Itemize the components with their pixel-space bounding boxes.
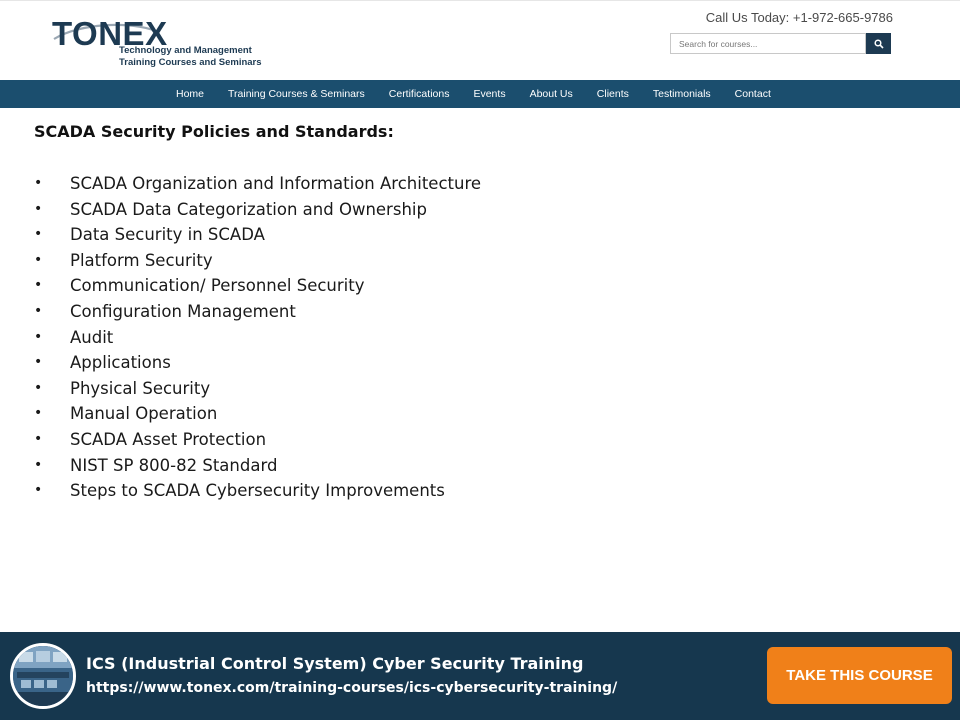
logo-wordmark: TONEX <box>52 15 168 52</box>
list-item-text: Platform Security <box>70 250 213 270</box>
bullet-icon: • <box>34 277 43 294</box>
site-header <box>0 0 960 80</box>
logo-tagline-2: Training Courses and Seminars <box>119 57 262 68</box>
course-thumbnail <box>10 643 76 709</box>
list-item <box>34 427 914 453</box>
list-item-text: Communication/ Personnel Security <box>70 276 365 296</box>
logo-tagline-1: Technology and Management <box>119 45 252 56</box>
control-room-image-icon <box>13 646 73 706</box>
list-item <box>34 376 914 402</box>
bullet-icon: • <box>34 482 43 499</box>
list-item <box>34 350 914 376</box>
bullet-icon: • <box>34 456 43 473</box>
tonex-logo[interactable] <box>52 15 262 71</box>
search-button[interactable] <box>866 33 891 54</box>
list-item <box>34 299 914 325</box>
list-item-text: Physical Security <box>70 378 211 398</box>
nav-item-contact[interactable]: Contact <box>734 88 771 100</box>
list-item <box>34 401 914 427</box>
list-item-text: Manual Operation <box>70 404 218 424</box>
list-item <box>34 478 914 504</box>
nav-item-training-courses[interactable]: Training Courses & Seminars <box>228 88 365 100</box>
list-item <box>34 222 914 248</box>
list-item-text: Data Security in SCADA <box>70 225 265 245</box>
list-item <box>34 453 914 479</box>
list-item-text: Steps to SCADA Cybersecurity Improvements <box>70 481 445 501</box>
list-item-text: Audit <box>70 327 114 347</box>
nav-item-certifications[interactable]: Certifications <box>388 88 450 100</box>
bullet-icon: • <box>34 302 43 319</box>
nav-item-events[interactable]: Events <box>473 88 506 100</box>
nav-items <box>164 80 783 108</box>
list-item <box>34 273 914 299</box>
nav-item-about-us[interactable]: About Us <box>529 88 573 100</box>
banner-course-url[interactable]: https://www.tonex.com/training-courses/ics-cybersecurity-training/ <box>86 680 618 696</box>
list-item <box>34 325 914 351</box>
list-item-text: SCADA Organization and Information Architecture <box>70 174 482 193</box>
bullet-icon: • <box>34 379 43 396</box>
bullet-icon: • <box>34 328 43 345</box>
nav-item-home[interactable]: Home <box>176 88 205 100</box>
bullet-icon: • <box>34 200 43 217</box>
list-item-text: Configuration Management <box>70 301 296 321</box>
list-item-text: SCADA Data Categorization and Ownership <box>70 199 427 219</box>
search-input[interactable] <box>670 33 866 54</box>
list-item-text: NIST SP 800-82 Standard <box>70 455 278 475</box>
nav-item-clients[interactable]: Clients <box>596 88 629 100</box>
list-item-text: Applications <box>70 353 171 373</box>
list-item <box>34 171 914 197</box>
topic-list <box>34 171 914 504</box>
call-us-text: Call Us Today: +1-972-665-9786 <box>705 10 893 25</box>
search-icon <box>874 39 884 49</box>
list-item <box>34 248 914 274</box>
bullet-icon: • <box>34 405 43 422</box>
bullet-icon: • <box>34 226 43 243</box>
nav-item-testimonials[interactable]: Testimonials <box>652 88 711 100</box>
bullet-icon: • <box>34 175 43 191</box>
banner-course-title: ICS (Industrial Control System) Cyber Security Training <box>86 654 584 673</box>
bullet-icon: • <box>34 251 43 268</box>
section-title: SCADA Security Policies and Standards: <box>34 122 394 141</box>
search-form <box>670 33 892 54</box>
bullet-icon: • <box>34 354 43 371</box>
main-content <box>34 121 914 504</box>
main-nav <box>0 80 960 108</box>
list-item-text: SCADA Asset Protection <box>70 429 267 449</box>
bullet-icon: • <box>34 430 43 447</box>
take-this-course-button[interactable]: TAKE THIS COURSE <box>767 647 952 704</box>
list-item <box>34 197 914 223</box>
